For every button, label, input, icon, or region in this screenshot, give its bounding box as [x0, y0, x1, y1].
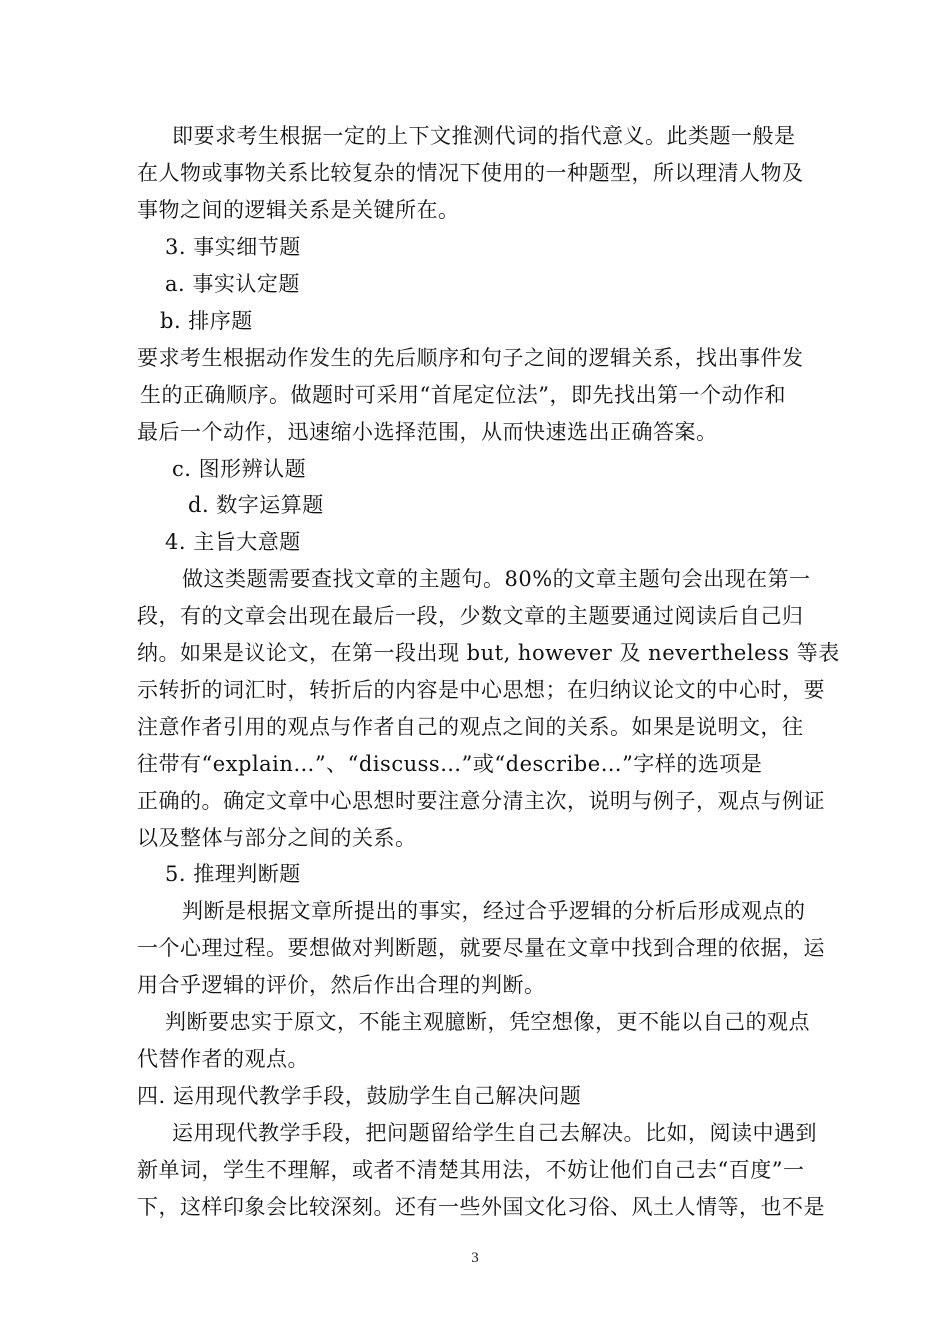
- text-line: 5. 推理判断题: [165, 862, 301, 886]
- text-line: a. 事实认定题: [165, 272, 300, 296]
- text-line: 纳。如果是议论文，在第一段出现 but, however 及 nevertheless 等表: [137, 641, 840, 665]
- text-line: 运用现代教学手段，把问题留给学生自己去解决。比如，阅读中遇到: [172, 1121, 817, 1145]
- text-line: 即要求考生根据一定的上下文推测代词的指代意义。此类题一般是: [172, 124, 796, 148]
- text-line: 最后一个动作，迅速缩小选择范围，从而快速选出正确答案。: [137, 420, 718, 444]
- text-line: 注意作者引用的观点与作者自己的观点之间的关系。如果是说明文，往: [137, 715, 804, 739]
- text-line: 要求考生根据动作发生的先后顺序和句子之间的逻辑关系，找出事件发: [137, 346, 804, 370]
- text-line: 在人物或事物关系比较复杂的情况下使用的一种题型，所以理清人物及: [137, 161, 804, 185]
- text-line: 段，有的文章会出现在最后一段，少数文章的主题要通过阅读后自己归: [137, 604, 804, 628]
- text-line: 4. 主旨大意题: [165, 530, 301, 554]
- text-line: 代替作者的观点。: [137, 1047, 309, 1071]
- text-line: 往带有“explain…”、“discuss…”或“describe…”字样的选项是: [137, 752, 763, 776]
- text-line: 四. 运用现代教学手段，鼓励学生自己解决问题: [137, 1084, 582, 1108]
- text-line: 事物之间的逻辑关系是关键所在。: [137, 198, 460, 222]
- text-line: 示转折的词汇时，转折后的内容是中心思想；在归纳议论文的中心时，要: [137, 678, 825, 702]
- text-line: 做这类题需要查找文章的主题句。80%的文章主题句会出现在第一: [182, 567, 811, 591]
- text-line: 判断是根据文章所提出的事实，经过合乎逻辑的分析后形成观点的: [182, 899, 806, 923]
- text-line: 下，这样印象会比较深刻。还有一些外国文化习俗、风土人情等，也不是: [137, 1195, 825, 1219]
- text-line: c. 图形辨认题: [172, 457, 307, 481]
- text-line: 一个心理过程。要想做对判断题，就要尽量在文章中找到合理的依据，运: [137, 936, 825, 960]
- text-line: d. 数字运算题: [188, 493, 324, 517]
- text-line: 正确的。确定文章中心思想时要注意分清主次，说明与例子，观点与例证: [137, 789, 825, 813]
- text-line: 以及整体与部分之间的关系。: [137, 826, 417, 850]
- text-line: 3. 事实细节题: [165, 235, 301, 259]
- text-line: 用合乎逻辑的评价，然后作出合理的判断。: [137, 973, 546, 997]
- text-line: b. 排序题: [160, 309, 253, 333]
- page-number: 3: [471, 1250, 479, 1266]
- text-line: 新单词，学生不理解，或者不清楚其用法，不妨让他们自己去“百度”一: [137, 1158, 805, 1182]
- text-line: 生的正确顺序。做题时可采用“首尾定位法”，即先找出第一个动作和: [140, 383, 786, 407]
- text-line: 判断要忠实于原文，不能主观臆断，凭空想像，更不能以自己的观点: [165, 1010, 810, 1034]
